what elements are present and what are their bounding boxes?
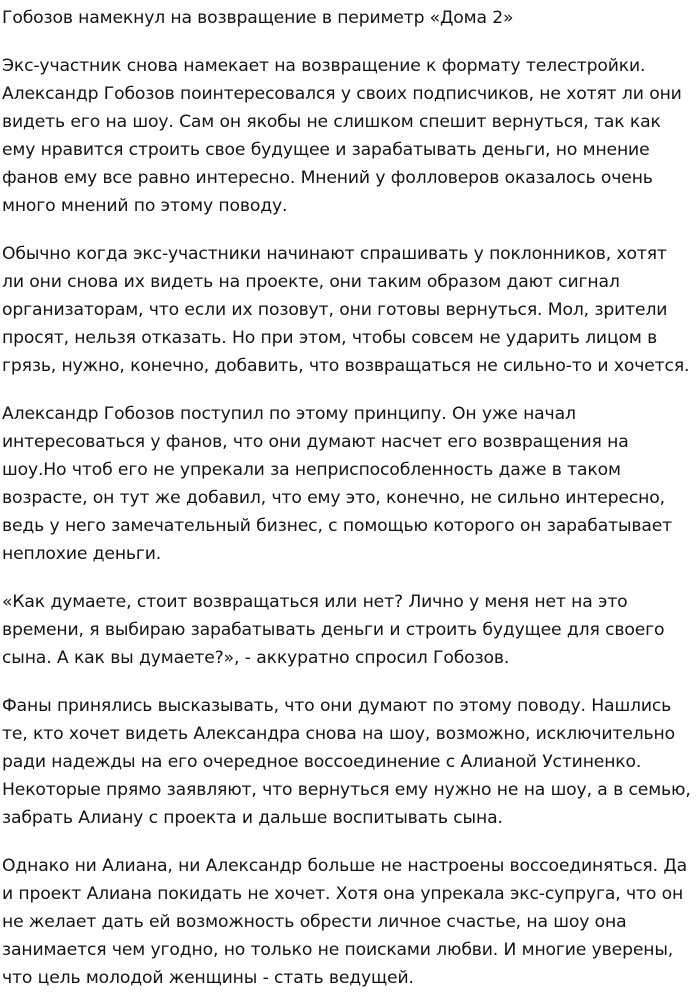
page-title: Гобозов намекнул на возвращение в периметр «Дома 2» [2,8,514,28]
article-paragraph: Фаны принялись высказывать, что они думают по этому поводу. Нашлись те, кто хочет видеть Александра снова на шоу, возможно, исключительно ради надежды на его очередное воссоединение с Алианой Устиненко. Некоторые прямо заявляют, что вернуться ему нужно не на шоу, а в семью, забрать Алиану с проекта и дальше воспитывать сына. [2,696,691,828]
article-paragraph: Экс-участник снова намекает на возвращение к формату телестройки. Александр Гобозов поинтересовался у своих подписчиков, не хотят ли они видеть его на шоу. Сам он якобы не слишком спешит вернуться, так как ему нравится строить свое будущее и зарабатывать деньги, но мнение фанов ему все равно интересно. Мнений у фолловеров оказалось очень много мнений по этому поводу. [2,56,682,216]
article-body [2,52,693,992]
article-paragraph: Александр Гобозов поступил по этому принципу. Он уже начал интересоваться у фанов, что они думают насчет его возвращения на шоу.Но чтоб его не упрекали за неприспособленность даже в таком возрасте, он тут же добавил, что ему это, конечно, не сильно интересно, ведь у него замечательный бизнес, с помощью которого он зарабатывает неплохие деньги. [2,404,673,564]
article-paragraph: Однако ни Алиана, ни Александр больше не настроены воссоединяться. Да и проект Алиана покидать не хочет. Хотя она упрекала экс-супруга, что он не желает дать ей возможность обрести личное счастье, на шоу она занимается чем угодно, но только не поисками любви. И многие уверены, что цель молодой женщины - стать ведущей. [2,856,688,988]
article-paragraph: «Как думаете, стоит возвращаться или нет? Лично у меня нет на это времени, я выбираю зарабатывать деньги и строить будущее для своего сына. А как вы думаете?», - аккуратно спросил Гобозов. [2,592,665,668]
article-paragraph: Обычно когда экс-участники начинают спрашивать у поклонников, хотят ли они снова их видеть на проекте, они таким образом дают сигнал организаторам, что если их позовут, они готовы вернуться. Мол, зрители просят, нельзя отказать. Но при этом, чтобы совсем не ударить лицом в грязь, нужно, конечно, добавить, что возвращаться не сильно-то и хочется. [2,244,690,376]
